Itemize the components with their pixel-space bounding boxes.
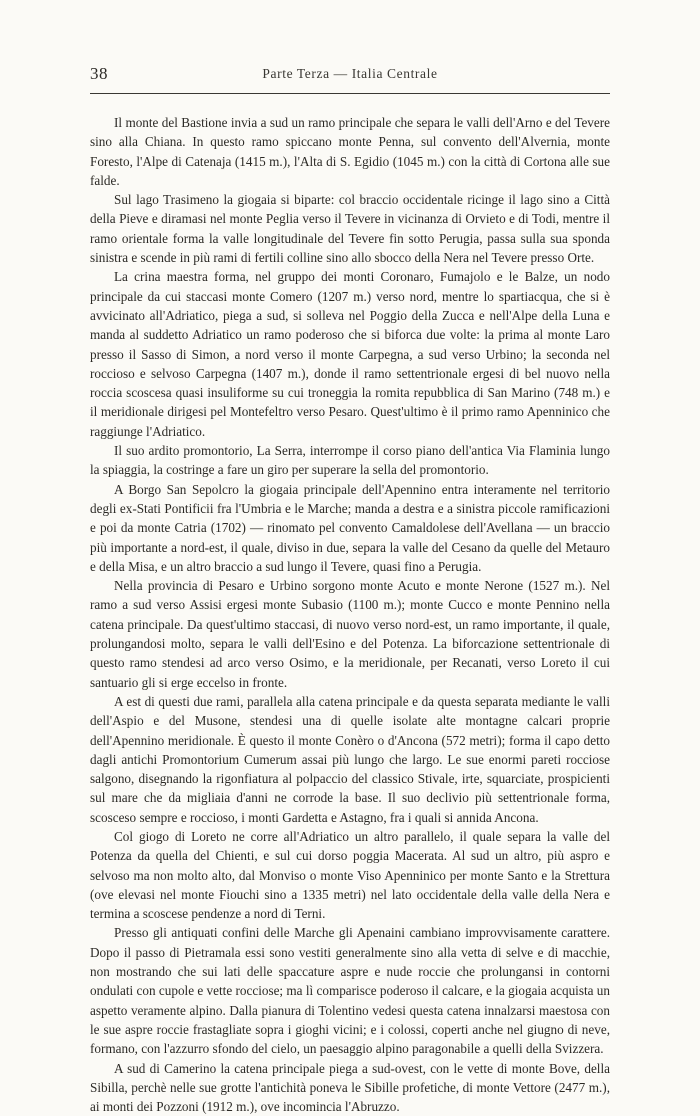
paragraph: Sul lago Trasimeno la giogaia si biparte: col braccio occidentale ricinge il lago sino a Città della Pieve e diramasi nel monte Peglia verso il Tevere in vicinanza di Orvieto e di Todi, mentre il ramo orientale forma la valle longitudinale del Tevere fin sotto Perugia, passa sulla sua sponda sinistra e scende in più rami di fertili colline sino allo sbocco della Nera nel Tevere presso Orte. bbox=[90, 192, 610, 266]
paragraph: Il suo ardito promontorio, La Serra, interrompe il corso piano dell'antica Via Flaminia lungo la spiaggia, la costringe a fare un giro per superare la sella del promontorio. bbox=[90, 443, 610, 478]
paragraph: A est di questi due rami, parallela alla catena principale e da questa separata mediante le valli dell'Aspio e del Musone, stendesi una di quelle isolate alte montagne calcari proprie dell'Apennino meridionale. È questo il monte Conèro o d'Ancona (572 metri); forma il capo detto dagli antichi Promontorium Cumerum assai più lungo che largo. Le sue enormi pareti rocciose salgono, disegnando la rigonfiatura al polpaccio del classico Stivale, irte, squarciate, prospicienti sul mare che da migliaia d'anni ne corrode la base. Il suo declivio più settentrionale forma, scosceso sempre e roccioso, i monti Gardetta e Astagno, fra i quali si annida Ancona. bbox=[90, 693, 610, 825]
paragraph: A Borgo San Sepolcro la giogaia principale dell'Apennino entra interamente nel territorio degli ex-Stati Pontificii fra l'Umbria e le Marche; manda a destra e a sinistra piccole ramificazioni e poi da monte Catria (1702) — rinomato pel convento Camaldolese dell'Avellana — un braccio più importante a nord-est, il quale, diviso in due, separa la valle del Cesano da quelle del Metauro e della Misa, e un altro braccio a sud lungo il Tevere, quasi fino a Perugia. bbox=[90, 481, 610, 574]
paragraph: A sud di Camerino la catena principale piega a sud-ovest, con le vette di monte Bove, della Sibilla, perchè nelle sue grotte l'antichità poneva le Sibille profetiche, di monte Vettore (2477 m.), ai monti dei Pozzoni (1912 m.), ove incomincia l'Abruzzo. bbox=[90, 1060, 610, 1115]
running-head: Parte Terza — Italia Centrale bbox=[262, 66, 438, 81]
body-text bbox=[90, 113, 610, 1116]
paragraph: Nella provincia di Pesaro e Urbino sorgono monte Acuto e monte Nerone (1527 m.). Nel ramo a sud verso Assisi ergesi monte Subasio (1100 m.); monte Cucco e monte Pennino nella catena principale. Da quest'ultimo staccasi, di nuovo verso nord-est, un ramo importante, il quale, prolungandosi molto, separa le valli dell'Esino e del Potenza. La biforcazione settentrionale di questo ramo stendesi ad arco verso Osimo, e la meridionale, per Recanati, verso Loreto il cui santuario gli si erge eccelso in fronte. bbox=[90, 578, 610, 690]
page-header bbox=[90, 64, 610, 88]
page-number: 38 bbox=[90, 64, 108, 83]
paragraph: Presso gli antiquati confini delle Marche gli Apenaini cambiano improvvisamente carattere. Dopo il passo di Pietramala essi sono vestiti generalmente sino alla vetta di selve e di macchie, non mostrando che sui lati delle spaccature aspre e nude roccie che prolungansi in contorni ondulati con cupole e vette rocciose; ma lì comparisce poderoso il calcare, e la giogaia acquista un aspetto veramente alpino. Dalla pianura di Tolentino vedesi questa catena innalzarsi maestosa con le sue aspre roccie frastagliate sopra i gioghi vicini; e i colossi, coperti anche nel giugno di neve, formano, con l'azzurro sfondo del cielo, un paesaggio alpino paragonabile a quelli della Svizzera. bbox=[90, 925, 610, 1057]
paragraph: Col giogo di Loreto ne corre all'Adriatico un altro parallelo, il quale separa la valle del Potenza da quella del Chienti, e sul cui dorso poggia Macerata. Al sud un altro, più aspro e selvoso ma non molto alto, dal Monviso o monte Viso Apenninico per monte Santo e la Strettura (ove elevasi nel monte Fiouchi sino a 1335 metri) nel lato occidentale della valle della Nera e termina a scoscese pendenze a nord di Terni. bbox=[90, 828, 610, 922]
header-rule bbox=[90, 93, 610, 94]
paragraph: La crina maestra forma, nel gruppo dei monti Coronaro, Fumajolo e le Balze, un nodo principale da cui staccasi monte Comero (1207 m.) verso nord, mentre lo spartiacqua, che si è avvicinato all'Adriatico, piega a sud, si solleva nel Poggio della Zucca e nell'Alpe della Luna e manda al suddetto Adriatico un ramo poderoso che si biforca due volte: la prima al monte Laro presso il Sasso di Simon, a nord verso il monte Carpegna, a sud verso Urbino; la seconda nel roccioso e selvoso Carpegna (1407 m.), donde il ramo settentrionale ergesi di bel nuovo nella roccia scoscesa quasi insuliforme su cui troneggia la romita repubblica di San Marino (748 m.) e il meridionale dirigesi pel Montefeltro verso Pesaro. Quest'ultimo è il primo ramo Apenninico che raggiunge l'Adriatico. bbox=[90, 269, 610, 439]
paragraph: Il monte del Bastione invia a sud un ramo principale che separa le valli dell'Arno e del Tevere sino alla Chiana. In questo ramo spiccano monte Penna, sul convento dell'Alvernia, monte Foresto, l'Alpe di Catenaja (1415 m.), l'Alta di S. Egidio (1045 m.) con la città di Cortona alle sue falde. bbox=[90, 115, 610, 188]
